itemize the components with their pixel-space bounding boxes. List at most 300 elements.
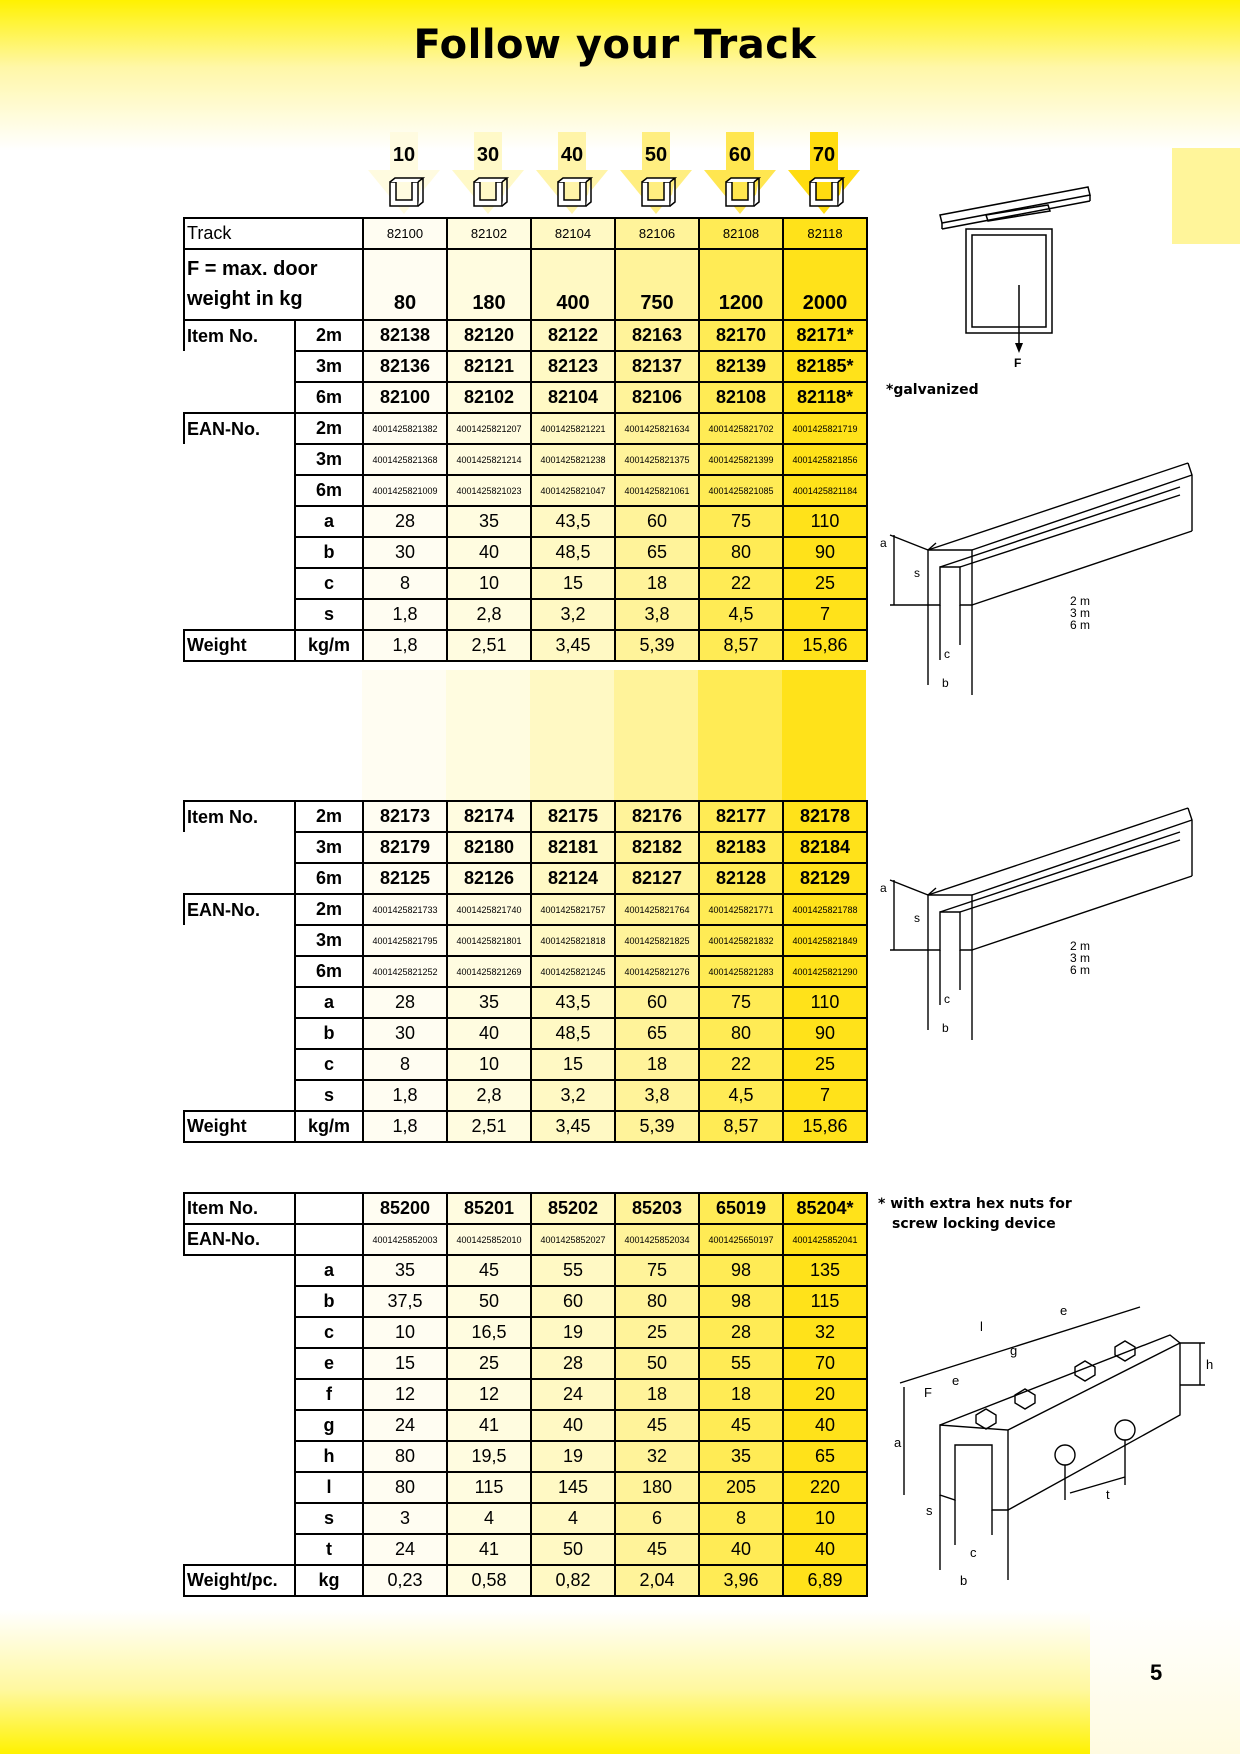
dim-t-label: t <box>1106 1487 1110 1502</box>
force-label: F <box>1014 356 1022 370</box>
table-cell: 70 <box>783 1348 867 1379</box>
table-cell: 4001425821788 <box>783 894 867 925</box>
table-cell: 43,5 <box>531 506 615 537</box>
length-label: 2 m <box>1070 939 1091 953</box>
column-header-label: 40 <box>560 144 584 166</box>
table-cell: 4001425821634 <box>615 413 699 444</box>
table-cell: 3,2 <box>531 1080 615 1111</box>
row-label-empty <box>184 1379 295 1410</box>
column-header-arrow <box>698 132 782 214</box>
table-row <box>184 1286 867 1317</box>
table-cell: 82185* <box>783 351 867 382</box>
table-row <box>184 506 867 537</box>
table-row <box>184 801 867 832</box>
table-cell: 82181 <box>531 832 615 863</box>
table-cell: 40 <box>447 537 531 568</box>
dimension-label: l <box>295 1472 363 1503</box>
row-label-empty <box>184 832 295 863</box>
table-cell: 80 <box>363 249 447 320</box>
table-cell: 3,45 <box>531 630 615 661</box>
dim-b-label: b <box>960 1573 968 1588</box>
column-header-label: 30 <box>476 144 500 166</box>
table-cell: 24 <box>363 1410 447 1441</box>
table-cell: 3,45 <box>531 1111 615 1142</box>
table-cell: 4 <box>447 1503 531 1534</box>
dim-s-label: s <box>914 566 920 580</box>
row-label: Weight <box>184 1111 295 1142</box>
table-cell: 110 <box>783 987 867 1018</box>
table-cell: 82125 <box>363 863 447 894</box>
row-label-empty <box>184 1472 295 1503</box>
table-row <box>184 444 867 475</box>
table-cell: 41 <box>447 1534 531 1565</box>
table-cell: 28 <box>363 987 447 1018</box>
dim-l-label: l <box>980 1319 983 1334</box>
table-cell: 12 <box>363 1379 447 1410</box>
note-line: screw locking device <box>892 1216 1056 1232</box>
table-cell: 4001425821764 <box>615 894 699 925</box>
length-label: 3m <box>295 925 363 956</box>
table-cell: 15,86 <box>783 630 867 661</box>
table-cell: 30 <box>363 537 447 568</box>
dimension-label: b <box>295 1286 363 1317</box>
table-cell: 5,39 <box>615 630 699 661</box>
table-row <box>184 1080 867 1111</box>
table-cell: 82120 <box>447 320 531 351</box>
connector-diagram <box>880 1295 1220 1595</box>
table-cell: 2,8 <box>447 599 531 630</box>
table-cell: 82123 <box>531 351 615 382</box>
table-cell: 7 <box>783 599 867 630</box>
table-cell: 18 <box>615 1049 699 1080</box>
table-row <box>184 475 867 506</box>
table-cell: 24 <box>531 1379 615 1410</box>
table-cell: 82177 <box>699 801 783 832</box>
table-row <box>184 1255 867 1286</box>
table-cell: 0,23 <box>363 1565 447 1596</box>
table-cell: 28 <box>699 1317 783 1348</box>
table-cell: 4001425821702 <box>699 413 783 444</box>
table-cell: 65 <box>783 1441 867 1472</box>
table-cell: 4001425821825 <box>615 925 699 956</box>
table-cell: 4001425852003 <box>363 1224 447 1255</box>
table-cell: 82104 <box>531 218 615 249</box>
table-cell: 12 <box>447 1379 531 1410</box>
table-row <box>184 599 867 630</box>
table-cell: 4001425852010 <box>447 1224 531 1255</box>
table-cell: 4001425821375 <box>615 444 699 475</box>
table-cell: 25 <box>783 568 867 599</box>
table-row <box>184 351 867 382</box>
table-cell: 4001425821733 <box>363 894 447 925</box>
table-cell: 82106 <box>615 218 699 249</box>
table-cell: 82184 <box>783 832 867 863</box>
connector-table <box>183 1192 868 1597</box>
dim-a-label: a <box>880 536 887 550</box>
length-label: 3 m <box>1070 951 1091 965</box>
dim-s-label: s <box>926 1503 933 1518</box>
dimension-label: t <box>295 1534 363 1565</box>
table-row <box>184 249 867 320</box>
table-cell: 43,5 <box>531 987 615 1018</box>
row-label-empty <box>184 1534 295 1565</box>
track-table-2 <box>183 800 868 1143</box>
table-cell: 40 <box>783 1534 867 1565</box>
table-row <box>184 1018 867 1049</box>
row-label-empty <box>184 444 295 475</box>
table-cell: 65019 <box>699 1193 783 1224</box>
table-cell: 135 <box>783 1255 867 1286</box>
table-cell: 82128 <box>699 863 783 894</box>
table-cell: 82127 <box>615 863 699 894</box>
table-cell: 22 <box>699 1049 783 1080</box>
table-cell: 40 <box>783 1410 867 1441</box>
table-cell: 4001425821283 <box>699 956 783 987</box>
table-cell: 82173 <box>363 801 447 832</box>
table-cell: 50 <box>531 1534 615 1565</box>
table-cell: 32 <box>783 1317 867 1348</box>
page-number: 5 <box>1150 1660 1163 1685</box>
table-cell: 4001425821382 <box>363 413 447 444</box>
table-cell: 30 <box>363 1018 447 1049</box>
dim-a-label: a <box>880 881 887 895</box>
row-label <box>184 249 363 320</box>
track-table <box>183 217 868 662</box>
dimension-label: s <box>295 599 363 630</box>
page-title: Follow your Track <box>413 22 817 68</box>
row-label-empty <box>184 1286 295 1317</box>
dimension-label: c <box>295 1049 363 1080</box>
dim-c-label: c <box>944 647 950 661</box>
table-cell: 7 <box>783 1080 867 1111</box>
table-row <box>184 320 867 351</box>
table-cell: 4001425821290 <box>783 956 867 987</box>
table-cell: 35 <box>447 506 531 537</box>
dimension-label: e <box>295 1348 363 1379</box>
table-cell: 35 <box>699 1441 783 1472</box>
length-label: 2m <box>295 320 363 351</box>
table-row <box>184 1224 867 1255</box>
table-row <box>184 1193 867 1224</box>
table-row <box>184 1379 867 1410</box>
table-cell: 82136 <box>363 351 447 382</box>
dimension-label: b <box>295 537 363 568</box>
table-cell: 4001425650197 <box>699 1224 783 1255</box>
dimension-label: a <box>295 506 363 537</box>
table-cell: 4001425852041 <box>783 1224 867 1255</box>
row-label-empty <box>184 1503 295 1534</box>
column-header-arrow <box>362 132 446 214</box>
table-cell: 1,8 <box>363 599 447 630</box>
table-row <box>184 1565 867 1596</box>
table-cell: 4001425852034 <box>615 1224 699 1255</box>
table-cell: 82108 <box>699 382 783 413</box>
column-header-label: 50 <box>644 144 668 166</box>
table-cell: 10 <box>447 568 531 599</box>
length-label: 3m <box>295 351 363 382</box>
length-label: 6m <box>295 863 363 894</box>
table-cell: 18 <box>615 1379 699 1410</box>
table-cell: 4 <box>531 1503 615 1534</box>
table-cell: 25 <box>783 1049 867 1080</box>
table-cell: 82170 <box>699 320 783 351</box>
empty-cell <box>295 1193 363 1224</box>
dimension-label: s <box>295 1503 363 1534</box>
table-cell: 40 <box>699 1534 783 1565</box>
table-cell: 145 <box>531 1472 615 1503</box>
row-label-empty <box>184 1410 295 1441</box>
row-label: Item No. <box>184 1193 295 1224</box>
row-label-line: weight in kg <box>187 288 303 310</box>
table-cell: 4001425821801 <box>447 925 531 956</box>
column-header-label: 70 <box>812 144 836 166</box>
table-cell: 18 <box>699 1379 783 1410</box>
table-cell: 15 <box>531 568 615 599</box>
table-row <box>184 987 867 1018</box>
table-cell: 82163 <box>615 320 699 351</box>
row-label-empty <box>184 537 295 568</box>
table-cell: 4,5 <box>699 599 783 630</box>
unit-label: kg/m <box>295 630 363 661</box>
dimension-label: g <box>295 1410 363 1441</box>
table-cell: 4001425821849 <box>783 925 867 956</box>
table-cell: 60 <box>615 987 699 1018</box>
table-cell: 110 <box>783 506 867 537</box>
table-cell: 35 <box>447 987 531 1018</box>
table-row <box>184 894 867 925</box>
table-cell: 82176 <box>615 801 699 832</box>
table-cell: 48,5 <box>531 537 615 568</box>
table-row <box>184 537 867 568</box>
table-cell: 82139 <box>699 351 783 382</box>
dim-c-label: c <box>970 1545 977 1560</box>
table-cell: 50 <box>615 1348 699 1379</box>
dim-s-label: s <box>914 911 920 925</box>
table-cell: 45 <box>447 1255 531 1286</box>
table-cell: 82118* <box>783 382 867 413</box>
table-cell: 6,89 <box>783 1565 867 1596</box>
row-label-empty <box>184 1018 295 1049</box>
table-cell: 4001425821009 <box>363 475 447 506</box>
length-label: 6m <box>295 382 363 413</box>
table-cell: 750 <box>615 249 699 320</box>
table-row <box>184 218 867 249</box>
table-cell: 4001425821085 <box>699 475 783 506</box>
row-label-empty <box>184 351 295 382</box>
table-cell: 85201 <box>447 1193 531 1224</box>
table-cell: 19 <box>531 1441 615 1472</box>
table-cell: 15 <box>531 1049 615 1080</box>
table-cell: 82183 <box>699 832 783 863</box>
table-cell: 75 <box>615 1255 699 1286</box>
column-strip <box>782 670 866 812</box>
table-cell: 4001425821238 <box>531 444 615 475</box>
table-cell: 82104 <box>531 382 615 413</box>
row-label-empty <box>184 1049 295 1080</box>
table-cell: 4001425821719 <box>783 413 867 444</box>
table-cell: 45 <box>615 1410 699 1441</box>
table-cell: 85204* <box>783 1193 867 1224</box>
dim-c-label: c <box>944 992 950 1006</box>
row-label-empty <box>184 1080 295 1111</box>
table-cell: 82126 <box>447 863 531 894</box>
table-cell: 60 <box>615 506 699 537</box>
table-cell: 37,5 <box>363 1286 447 1317</box>
table-cell: 35 <box>363 1255 447 1286</box>
table-cell: 10 <box>363 1317 447 1348</box>
column-strip <box>530 670 614 812</box>
table-cell: 22 <box>699 568 783 599</box>
table-cell: 180 <box>447 249 531 320</box>
table-cell: 2,51 <box>447 1111 531 1142</box>
table-row <box>184 568 867 599</box>
table-cell: 82178 <box>783 801 867 832</box>
dimension-label: s <box>295 1080 363 1111</box>
column-header-arrow <box>446 132 530 214</box>
dim-b-label: b <box>942 1021 949 1035</box>
dim-g-label: g <box>1010 1343 1018 1358</box>
table-cell: 82179 <box>363 832 447 863</box>
table-cell: 25 <box>615 1317 699 1348</box>
column-strip <box>446 670 530 812</box>
row-label-empty <box>184 863 295 894</box>
row-label: EAN-No. <box>184 894 295 925</box>
table-cell: 82171* <box>783 320 867 351</box>
table-row <box>184 1049 867 1080</box>
table-cell: 85200 <box>363 1193 447 1224</box>
table-cell: 90 <box>783 537 867 568</box>
table-cell: 75 <box>699 987 783 1018</box>
table-cell: 8 <box>363 1049 447 1080</box>
table-row <box>184 1503 867 1534</box>
table-cell: 15,86 <box>783 1111 867 1142</box>
unit-label: kg/m <box>295 1111 363 1142</box>
dimension-label: h <box>295 1441 363 1472</box>
column-strip <box>614 670 698 812</box>
length-label: 2 m <box>1070 594 1091 608</box>
table-cell: 45 <box>615 1534 699 1565</box>
row-label: Item No. <box>184 320 295 351</box>
table-cell: 82122 <box>531 320 615 351</box>
table-cell: 205 <box>699 1472 783 1503</box>
table-cell: 4001425821061 <box>615 475 699 506</box>
table-cell: 82118 <box>783 218 867 249</box>
dimension-label: f <box>295 1379 363 1410</box>
table-cell: 82138 <box>363 320 447 351</box>
table-cell: 4001425821276 <box>615 956 699 987</box>
row-label-empty <box>184 1441 295 1472</box>
length-label: 6 m <box>1070 618 1091 632</box>
table-cell: 2,04 <box>615 1565 699 1596</box>
table-cell: 60 <box>531 1286 615 1317</box>
row-label: Weight <box>184 630 295 661</box>
table-cell: 41 <box>447 1410 531 1441</box>
length-label: 3m <box>295 832 363 863</box>
table-cell: 6 <box>615 1503 699 1534</box>
table-cell: 4001425821757 <box>531 894 615 925</box>
table-cell: 4001425821856 <box>783 444 867 475</box>
table-cell: 4001425821245 <box>531 956 615 987</box>
table-cell: 3,96 <box>699 1565 783 1596</box>
dim-e-label: e <box>952 1373 960 1388</box>
column-strip <box>362 670 446 812</box>
row-label-empty <box>184 475 295 506</box>
table-cell: 48,5 <box>531 1018 615 1049</box>
table-cell: 82121 <box>447 351 531 382</box>
table-cell: 24 <box>363 1534 447 1565</box>
row-label-empty <box>184 382 295 413</box>
table-cell: 2,51 <box>447 630 531 661</box>
table-cell: 8 <box>699 1503 783 1534</box>
table-cell: 19,5 <box>447 1441 531 1472</box>
table-cell: 3,8 <box>615 599 699 630</box>
table-row <box>184 1348 867 1379</box>
galvanized-note: *galvanized <box>886 382 979 398</box>
table-cell: 2,8 <box>447 1080 531 1111</box>
table-cell: 4001425821047 <box>531 475 615 506</box>
dimension-label: c <box>295 1317 363 1348</box>
table-row <box>184 1472 867 1503</box>
table-row <box>184 1410 867 1441</box>
table-cell: 98 <box>699 1286 783 1317</box>
table-cell: 75 <box>699 506 783 537</box>
table-cell: 16,5 <box>447 1317 531 1348</box>
row-label-empty <box>184 1348 295 1379</box>
table-cell: 85203 <box>615 1193 699 1224</box>
table-cell: 1,8 <box>363 1111 447 1142</box>
table-cell: 4001425821818 <box>531 925 615 956</box>
dim-f-label: F <box>924 1385 932 1400</box>
table-cell: 4001425821207 <box>447 413 531 444</box>
table-cell: 8,57 <box>699 1111 783 1142</box>
table-cell: 20 <box>783 1379 867 1410</box>
table-cell: 1200 <box>699 249 783 320</box>
dimension-label: a <box>295 1255 363 1286</box>
row-label-line: F = max. door <box>187 258 318 280</box>
row-label: Item No. <box>184 801 295 832</box>
table-cell: 4001425821795 <box>363 925 447 956</box>
table-cell: 4,5 <box>699 1080 783 1111</box>
table-cell: 4001425821184 <box>783 475 867 506</box>
row-label: EAN-No. <box>184 413 295 444</box>
table-cell: 80 <box>699 1018 783 1049</box>
row-label: Weight/pc. <box>184 1565 295 1596</box>
row-label-empty <box>184 987 295 1018</box>
length-label: 2m <box>295 413 363 444</box>
table-row <box>184 1534 867 1565</box>
table-cell: 85202 <box>531 1193 615 1224</box>
table-cell: 32 <box>615 1441 699 1472</box>
table-cell: 220 <box>783 1472 867 1503</box>
table-cell: 98 <box>699 1255 783 1286</box>
table-cell: 80 <box>699 537 783 568</box>
table-cell: 10 <box>783 1503 867 1534</box>
table-cell: 0,58 <box>447 1565 531 1596</box>
table-row <box>184 925 867 956</box>
dim-h-label: h <box>1206 1357 1214 1372</box>
table-row <box>184 413 867 444</box>
table-cell: 4001425852027 <box>531 1224 615 1255</box>
table-cell: 5,39 <box>615 1111 699 1142</box>
table-cell: 115 <box>783 1286 867 1317</box>
table-cell: 28 <box>363 506 447 537</box>
footer-band <box>0 1610 1090 1754</box>
row-label-empty <box>184 925 295 956</box>
table-cell: 82108 <box>699 218 783 249</box>
row-label-empty <box>184 1317 295 1348</box>
table-cell: 82124 <box>531 863 615 894</box>
table-row <box>184 382 867 413</box>
